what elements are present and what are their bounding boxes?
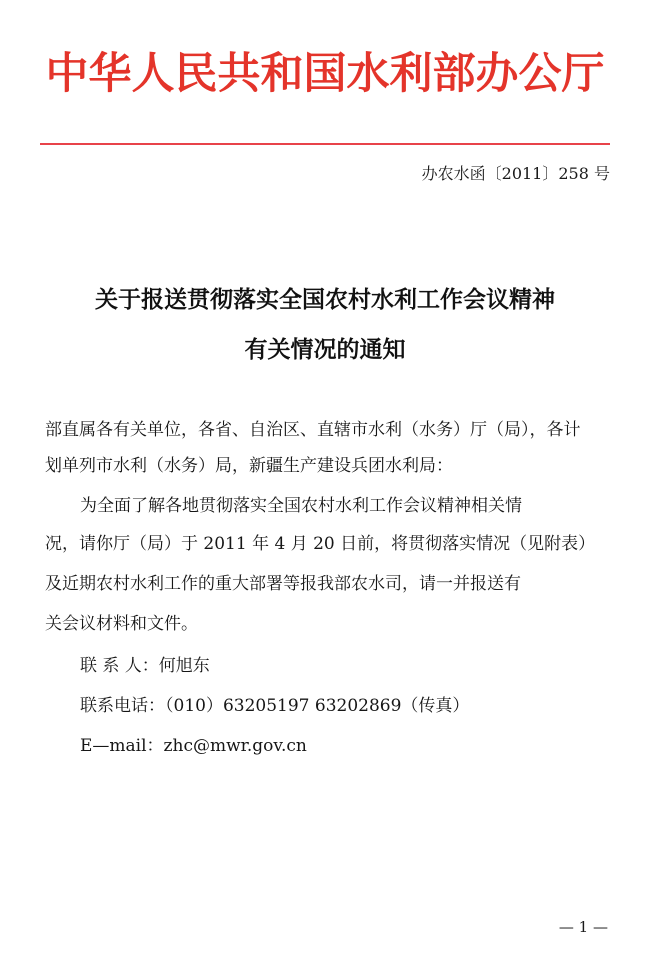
contact-phone: 联系电话：（010）63205197 63202869（传真） (80, 696, 470, 716)
page-number: — 1 — (558, 918, 608, 936)
contact-email: E—mail：zhc@mwr.gov.cn (80, 736, 307, 756)
issuing-authority-header: 中华人民共和国水利部办公厅 (45, 49, 605, 99)
document-title-line-1: 关于报送贯彻落实全国农村水利工作会议精神 (95, 287, 555, 313)
body-paragraph-line-2: 况，请你厅（局）于 2011 年 4 月 20 日前，将贯彻落实情况（见附表） (45, 534, 596, 554)
recipients-line-2: 划单列市水利（水务）局，新疆生产建设兵团水利局： (45, 456, 453, 476)
header-red-rule (40, 143, 610, 145)
page-number-footer (0, 917, 650, 937)
contact-person: 联 系 人：何旭东 (80, 656, 210, 676)
recipients-line-1: 部直属各有关单位，各省、自治区、直辖市水利（水务）厅（局），各计 (45, 420, 581, 440)
document-number: 办农水函〔2011〕258 号 (421, 164, 610, 183)
body-paragraph-line-4: 关会议材料和文件。 (45, 614, 198, 634)
document-title-line-2: 有关情况的通知 (244, 337, 406, 363)
body-paragraph-line-1: 为全面了解各地贯彻落实全国农村水利工作会议精神相关情 (80, 496, 522, 516)
body-paragraph-line-3: 及近期农村水利工作的重大部署等报我部农水司，请一并报送有 (45, 574, 521, 594)
